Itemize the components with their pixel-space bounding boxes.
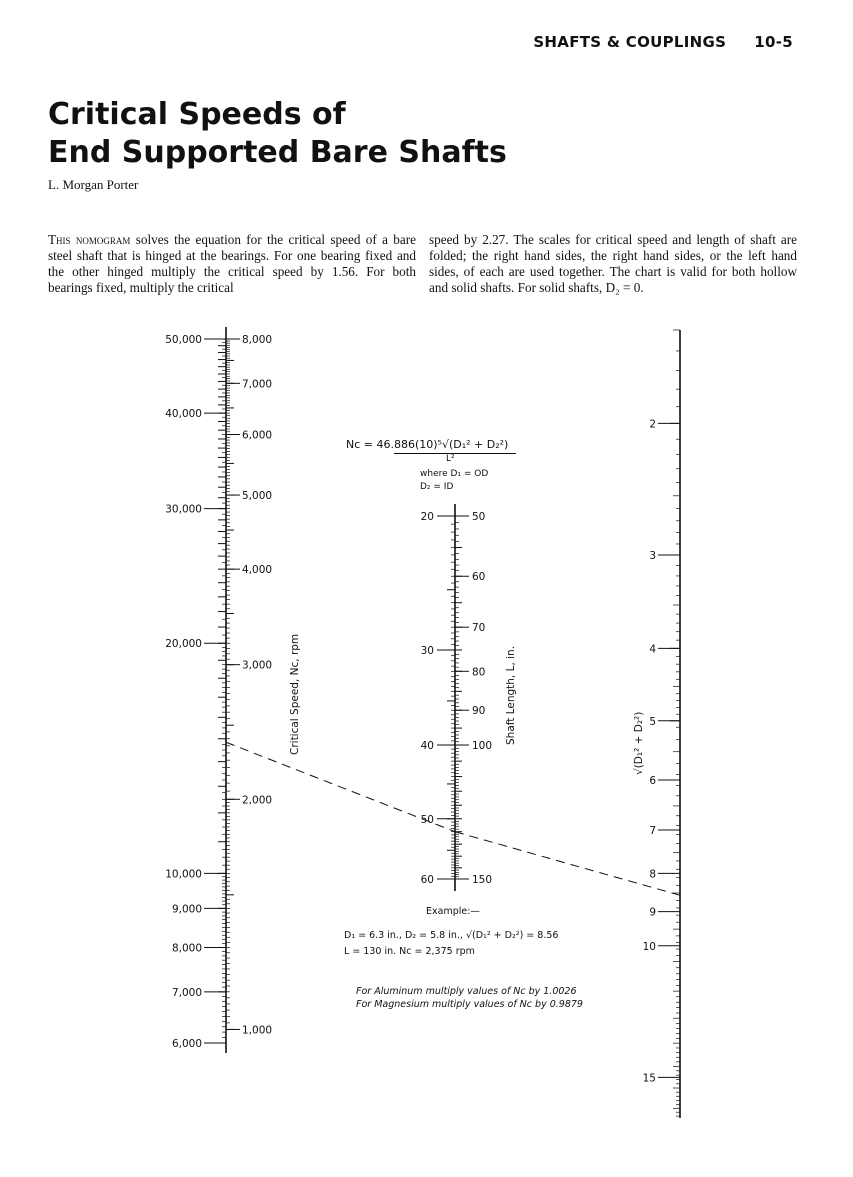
formula-denominator: L² [446,454,455,464]
formula-where-id: D₂ = ID [420,482,454,492]
speed-tick-label: 10,000 [165,868,202,881]
speed-tick-label: 7,000 [171,986,202,999]
speed-tick-label: 50,000 [165,334,202,346]
length-tick-label: 50 [420,813,434,826]
formula-numerator: Nc = 46.886(10)⁵√(D₁² + D₂²) [346,438,509,451]
speed-tick-label: 20,000 [165,638,202,651]
speed-tick-label: 1,000 [242,1024,273,1037]
speed-scale-title: Critical Speed, Nc, rpm [289,633,301,755]
speed-tick-label: 40,000 [165,408,202,421]
diameter-tick-label: 10 [642,940,656,953]
diameter-scale-title: √(D₁² + D₂²) [633,711,645,775]
speed-tick-label: 2,000 [242,794,273,807]
speed-tick-label: 5,000 [242,490,273,503]
intro-left-text: solves the equation for the critical speed of a bare steel shaft that is hinged at the bearings. For one bearing fixed and the other hinged multiply the critical speed by 1.56. For both bearings fixed, multiply the critical [48,232,416,295]
diameter-tick-label: 7 [649,824,656,837]
formula-where-od: where D₁ = OD [420,469,489,479]
length-tick-label: 20 [420,511,434,523]
aluminum-note: For Aluminum multiply values of Nc by 1.0026 [356,986,577,997]
magnesium-note: For Magnesium multiply values of Nc by 0.9879 [356,999,583,1010]
title-line-2: End Supported Bare Shafts [48,135,507,170]
length-scale-title: Shaft Length, L, in. [505,645,517,745]
material-notes [356,985,583,1011]
diameter-tick-label: 5 [649,715,656,728]
length-tick-label: 60 [420,874,434,886]
author: L. Morgan Porter [48,177,139,192]
lead-in: This nomogram [48,232,131,247]
diameter-tick-label: 4 [649,643,656,656]
section-title: SHAFTS & COUPLINGS [533,33,727,51]
length-tick-label: 30 [420,644,434,657]
speed-tick-label: 6,000 [171,1038,202,1050]
diameter-tick-label: 3 [649,549,656,562]
fraction-bar [394,453,516,454]
length-tick-label: 40 [420,740,434,753]
speed-tick-label: 7,000 [242,378,273,391]
length-tick-label: 90 [472,705,486,718]
length-tick-label: 60 [472,571,486,584]
length-tick-label: 100 [472,740,493,753]
diameter-tick-label: 9 [649,906,656,919]
speed-tick-label: 6,000 [242,429,273,442]
speed-tick-label: 3,000 [242,659,273,672]
length-tick-label: 50 [472,511,486,523]
example-line-1: D₁ = 6.3 in., D₂ = 5.8 in., √(D₁² + D₂²) = 8.56 [344,930,559,941]
speed-tick-label: 9,000 [171,903,202,916]
page-number: 10-5 [754,33,793,51]
length-tick-label: 70 [472,622,486,635]
title-line-1: Critical Speeds of [48,97,346,132]
speed-tick-label: 30,000 [165,503,202,516]
length-tick-label: 80 [472,666,486,679]
speed-tick-label: 4,000 [242,564,273,577]
speed-tick-label: 8,000 [171,942,202,955]
intro-right-column: speed by 2.27. The scales for critical speed and length of shaft are folded; the right hand sides, the right hand sides, or the left hand sides, of each are used together. The chart is valid for both hollow and solid shafts. For solid shafts, D₂ = 0. [429,232,797,295]
diameter-tick-label: 8 [649,868,656,881]
speed-tick-label: 8,000 [242,334,273,346]
length-tick-label: 150 [472,874,493,886]
diameter-tick-label: 2 [649,418,656,431]
diameter-tick-label: 6 [649,774,656,787]
diameter-tick-label: 15 [642,1072,656,1085]
example-heading: Example:— [426,906,480,917]
example-line-2: L = 130 in. Nc = 2,375 rpm [344,946,475,957]
